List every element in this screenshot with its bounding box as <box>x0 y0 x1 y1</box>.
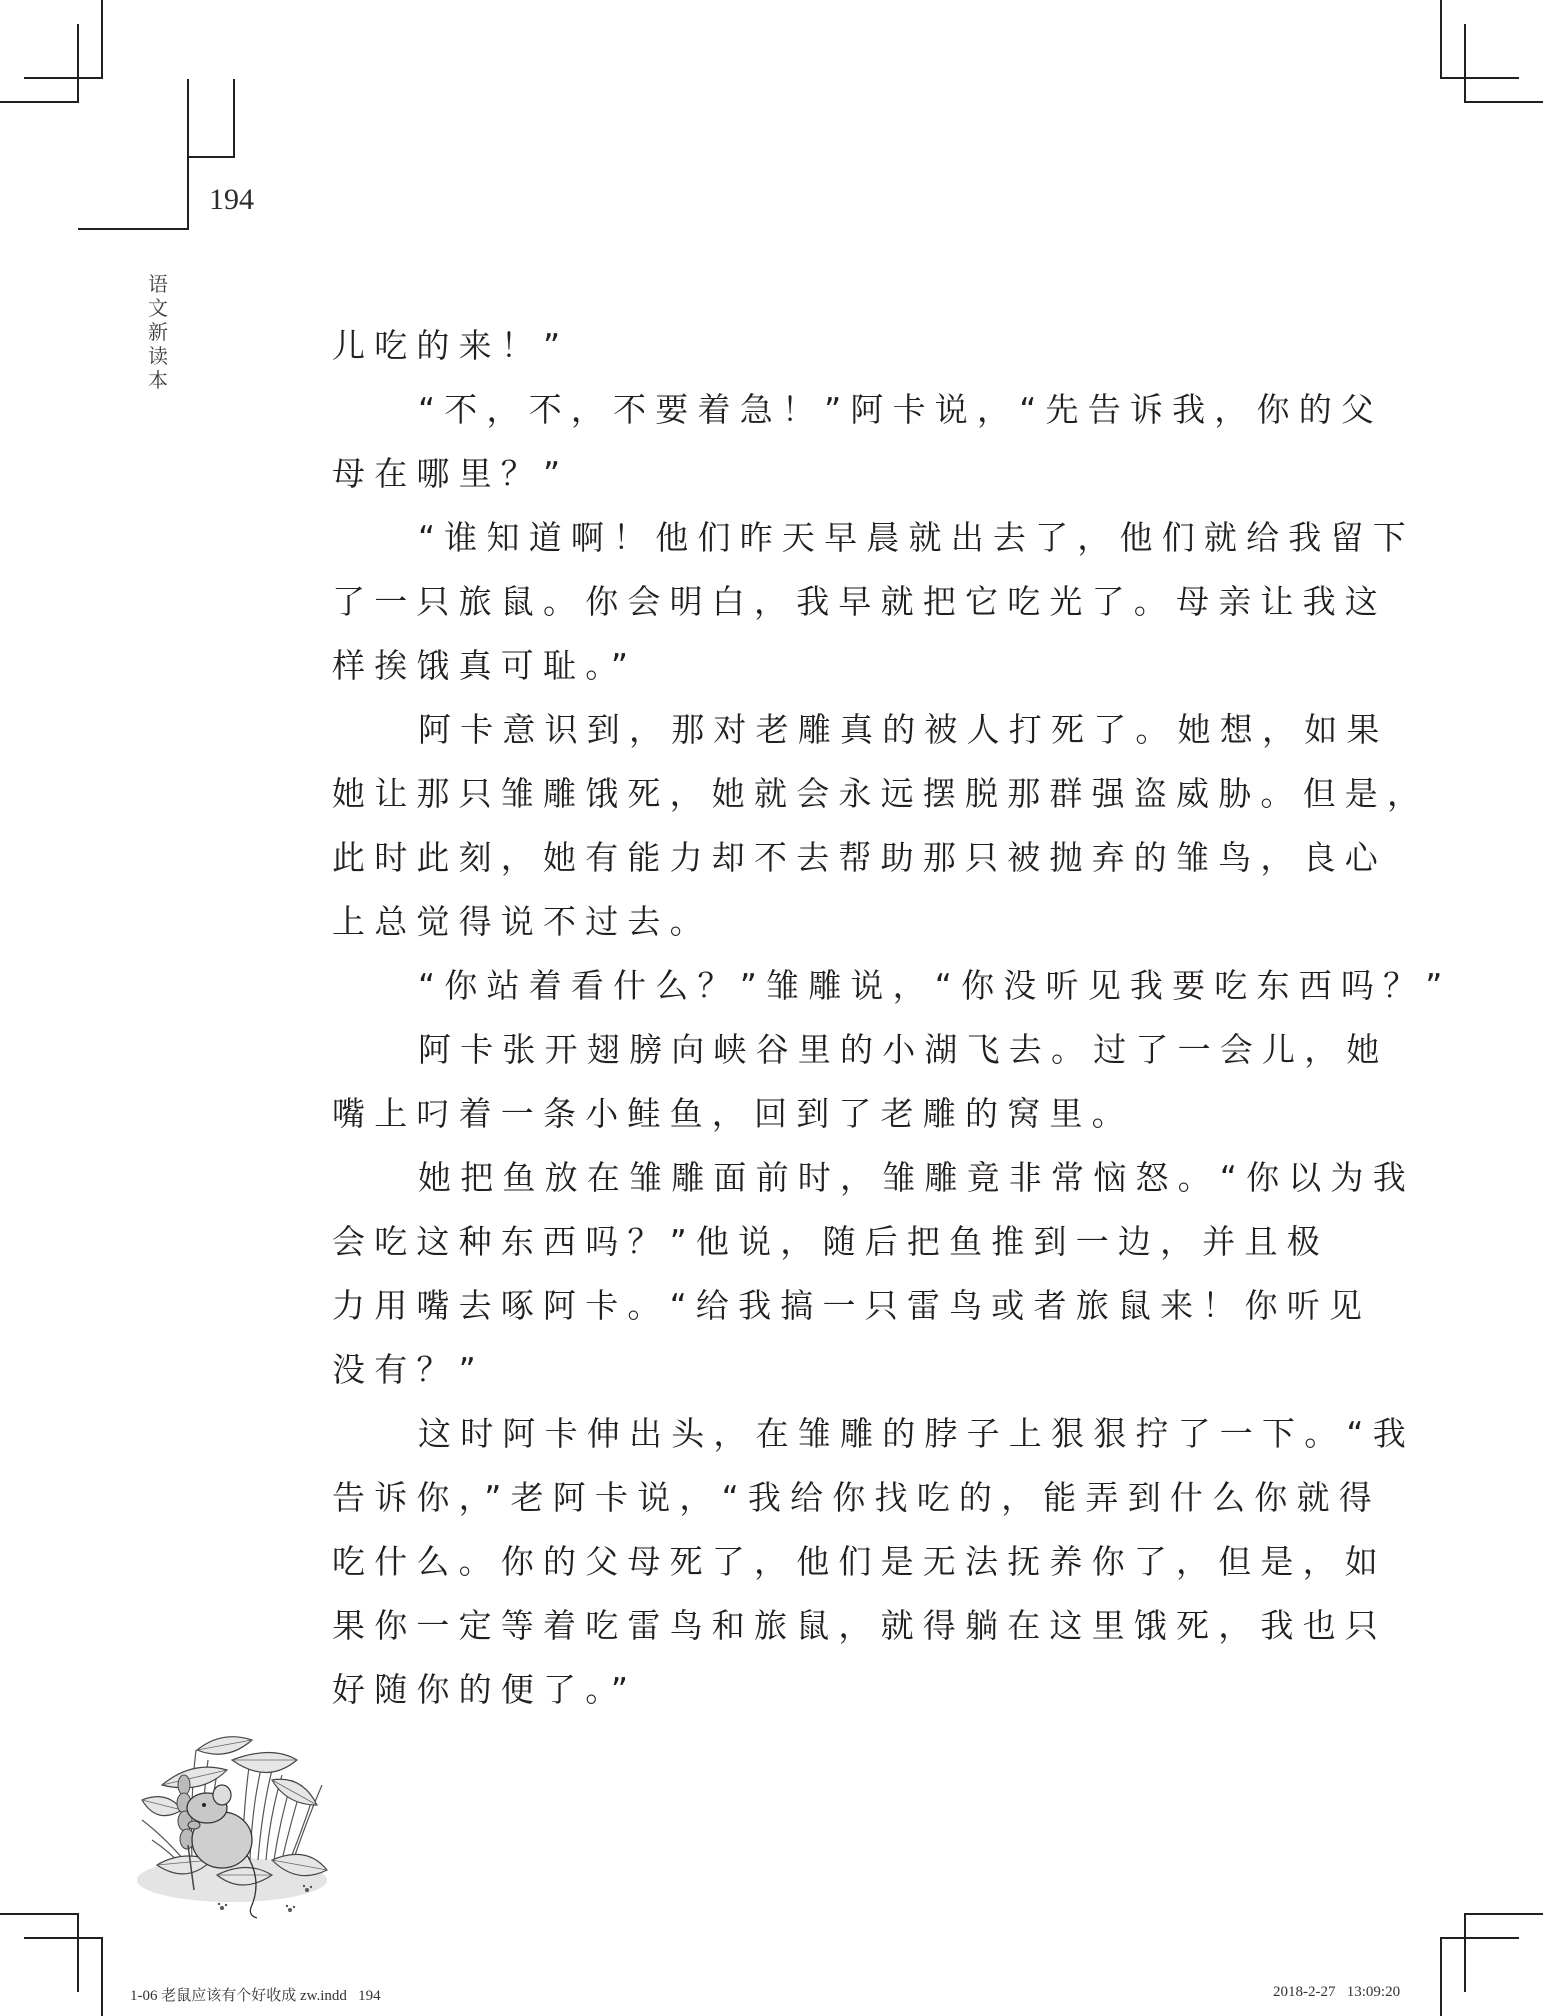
text-line: 了一只旅鼠。你会明白，我早就把它吃光了。母亲让我这 <box>332 582 1387 621</box>
mouse-illustration <box>122 1690 342 1920</box>
folio-bracket-v-right <box>233 79 235 158</box>
text-line: 母在哪里？” <box>332 454 570 493</box>
running-head-char: 读 <box>148 344 168 368</box>
running-head <box>146 272 170 392</box>
crop-mark-bottom-right-v1 <box>1464 1913 1466 1992</box>
body-text <box>332 314 1452 1722</box>
crop-mark-bottom-right-h2 <box>1440 1937 1519 1939</box>
crop-mark-top-left-h2 <box>0 101 79 103</box>
crop-mark-top-left-v2 <box>77 24 79 103</box>
running-head-char: 本 <box>148 368 168 392</box>
text-line: 阿卡张开翅膀向峡谷里的小湖飞去。过了一会儿，她 <box>418 1030 1389 1069</box>
running-head-char: 文 <box>148 296 168 320</box>
text-line: 果你一定等着吃雷鸟和旅鼠，就得躺在这里饿死，我也只 <box>332 1606 1387 1645</box>
text-line: 力用嘴去啄阿卡。“给我搞一只雷鸟或者旅鼠来！你听见 <box>332 1286 1372 1325</box>
crop-mark-bottom-left-h2 <box>24 1937 103 1939</box>
crop-mark-top-left-h1 <box>24 77 103 79</box>
crop-mark-bottom-left-h1 <box>0 1913 79 1915</box>
folio-bracket-h-bottom <box>78 228 189 230</box>
slug-file-name: 1-06 老鼠应该有个好收成 zw.indd 194 <box>130 1988 381 2004</box>
text-line: 儿吃的来！” <box>332 326 570 365</box>
running-head-char: 语 <box>148 272 168 296</box>
text-line: 好随你的便了。” <box>332 1670 638 1709</box>
crop-mark-bottom-right-v2 <box>1440 1937 1442 2016</box>
text-line: 嘴上叼着一条小鲑鱼，回到了老雕的窝里。 <box>332 1094 1134 1133</box>
text-line: 上总觉得说不过去。 <box>332 902 712 941</box>
folio-bracket-v-left <box>187 79 189 230</box>
page-number: 194 <box>209 183 254 216</box>
text-line: 告诉你，”老阿卡说，“我给你找吃的，能弄到什么你就得 <box>332 1478 1381 1517</box>
crop-mark-bottom-left-v2 <box>101 1937 103 2016</box>
crop-mark-top-right-h1 <box>1440 77 1519 79</box>
crop-mark-top-left-v1 <box>101 0 103 79</box>
crop-mark-top-right-v2 <box>1464 24 1466 103</box>
text-line: 没有？” <box>332 1350 485 1389</box>
slug-timestamp: 2018-2-27 13:09:20 <box>1273 1984 1401 2000</box>
text-line: 这时阿卡伸出头，在雏雕的脖子上狠狠拧了一下。“我 <box>418 1414 1415 1453</box>
text-line: 样挨饿真可耻。” <box>332 646 638 685</box>
text-line: 吃什么。你的父母死了，他们是无法抚养你了，但是，如 <box>332 1542 1387 1581</box>
crop-mark-top-right-v1 <box>1440 0 1442 79</box>
text-line: 此时此刻，她有能力却不去帮助那只被抛弃的雏鸟，良心 <box>332 838 1387 877</box>
text-line: “你站着看什么？”雏雕说，“你没听见我要吃东西吗？” <box>418 966 1452 1005</box>
crop-mark-bottom-left-v1 <box>77 1913 79 1992</box>
folio-bracket-h-top <box>188 156 235 158</box>
text-line: 会吃这种东西吗？”他说，随后把鱼推到一边，并且极 <box>332 1222 1329 1261</box>
running-head-char: 新 <box>148 320 168 344</box>
crop-mark-top-right-h2 <box>1464 101 1543 103</box>
text-line: “谁知道啊！他们昨天早晨就出去了，他们就给我留下 <box>418 518 1415 557</box>
text-line: “不，不，不要着急！”阿卡说，“先告诉我，你的父 <box>418 390 1384 429</box>
text-line: 阿卡意识到，那对老雕真的被人打死了。她想，如果 <box>418 710 1389 749</box>
crop-mark-bottom-right-h1 <box>1464 1913 1543 1915</box>
text-line: 她把鱼放在雏雕面前时，雏雕竟非常恼怒。“你以为我 <box>418 1158 1415 1197</box>
text-line: 她让那只雏雕饿死，她就会永远摆脱那群强盗威胁。但是， <box>332 774 1430 813</box>
